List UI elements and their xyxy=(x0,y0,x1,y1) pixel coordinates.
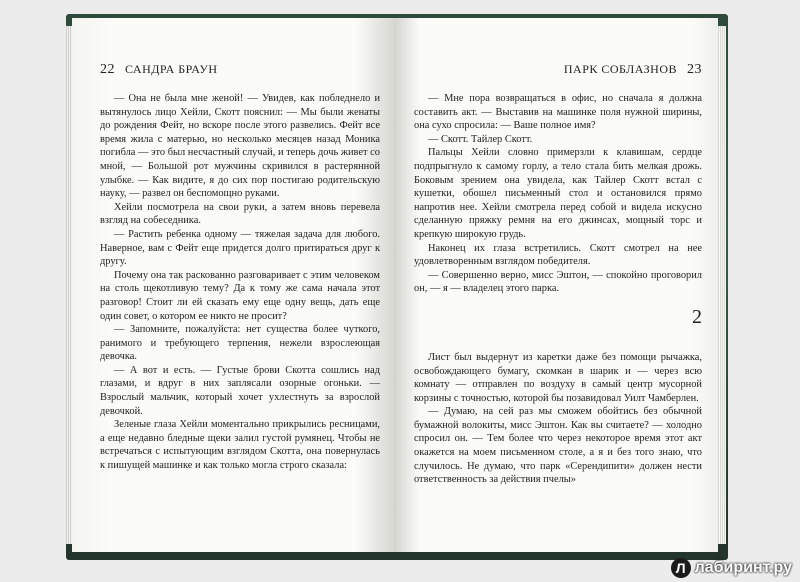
paragraph: — Растить ребенка одному — тяжелая задача для любого. Наверное, вам с Фейт еще придется долго притираться друг к другу. xyxy=(100,228,380,268)
left-page-edges xyxy=(66,26,72,544)
left-page-header xyxy=(100,62,380,78)
watermark-text: лабиринт.ру xyxy=(694,559,792,576)
paragraph: Наконец их глаза встретились. Скотт смотрел на нее удовлетворенным взглядом победителя. xyxy=(414,242,702,268)
right-page-header xyxy=(414,62,702,78)
paragraph: — Мне пора возвращаться в офис, но сначала я должна составить акт. — Выставив на машинке поля нужной ширины, она сухо спросила: — Ваше полное имя? xyxy=(414,93,702,132)
left-page-text xyxy=(100,92,380,473)
open-book xyxy=(72,18,718,552)
right-page-text xyxy=(414,92,702,487)
paragraph: Хейли посмотрела на свои руки, а затем вновь перевела взгляд на собеседника. xyxy=(100,201,380,227)
paragraph: — Думаю, на сей раз мы сможем обойтись без обычной бумажной волокиты, мисс Эштон. Как вы считаете? — холодно спросил он. — Тем более что через некоторое время этот акт окажется на моем письменном столе, а я и без того знаю, что случилось. Не думаю, что парк «Серендипити» должен нести ответственность за действия пчелы» xyxy=(414,406,702,486)
labirint-logo-icon: Л xyxy=(671,558,691,578)
paragraph: — Скотт. Тайлер Скотт. xyxy=(428,133,533,145)
right-page-edges xyxy=(718,26,726,544)
right-page xyxy=(394,18,718,552)
paragraph: — Запомните, пожалуйста: нет существа более чуткого, ранимого и требующего терпения, нежели взрослеющая девочка. xyxy=(100,324,380,363)
paragraph: Зеленые глаза Хейли моментально прикрылись ресницами, а еще недавно бледные щеки залил густой румянец. Чтобы не встречаться с испытующим взглядом Скотта, она повернулась к пишущей машинке и как только могла строго сказала: xyxy=(100,419,380,472)
paragraph: Лист был выдернут из каретки даже без помощи рычажка, освобождающего бумагу, скомкан в шарик и — через всю комнату — отправлен по воздуху в самый центр мусорной корзины с точностью, которой бы позавидовал Уилт Чамберлен. xyxy=(414,351,702,404)
right-page-number: 23 xyxy=(687,62,702,77)
left-page-number: 22 xyxy=(100,62,115,77)
right-running-head: ПАРК СОБЛАЗНОВ xyxy=(563,62,677,76)
paragraph: Пальцы Хейли словно примерзли к клавишам, сердце подпрыгнуло к самому горлу, а тело стала бить мелкая дрожь. Боковым зрением она увидела, как Тайлер Скотт встал с кушетки, обошел письменный стол и остановился прямо напротив нее. Хейли смотрела перед собой и видела искусно сделанную пряжку ремня на его джинсах, мощный торс и крепкую широкую грудь. xyxy=(414,147,702,240)
left-running-head: САНДРА БРАУН xyxy=(125,62,218,76)
paragraph: — Совершенно верно, мисс Эштон, — спокойно проговорил он, — я — владелец этого парка. xyxy=(414,269,702,295)
left-page xyxy=(72,18,394,552)
paragraph: — Она не была мне женой! — Увидев, как побледнело и вытянулось лицо Хейли, Скотт пояснил: — Мы были женаты до рождения Фейт, но вскоре после этого развелись. Фейт все время жила с матерью, но несколько месяцев назад Моника погибла — это был несчастный случай, и теперь дочь живет со мной, — Большой рот мужчины скривился в растерянной улыбке. — Как видите, я до сих пор постигаю родительскую науку, — развел он беспомощно руками. xyxy=(100,93,380,200)
chapter-number: 2 xyxy=(692,305,702,328)
labirint-watermark xyxy=(671,558,792,578)
paragraph: — А вот и есть. — Густые брови Скотта сошлись над глазами, и вдруг в них заплясали озорные огоньки. — Взрослый мальчик, который хочет ухлестнуть за взрослой девочкой. xyxy=(100,364,380,417)
paragraph: Почему она так раскованно разговаривает с этим человеком на столь щекотливую тему? Да к тому же сама начала этот разговор! Стоит ли ей сказать ему еще одну вещь, дать еще один совет, о котором ее никто не просит? xyxy=(100,269,380,322)
